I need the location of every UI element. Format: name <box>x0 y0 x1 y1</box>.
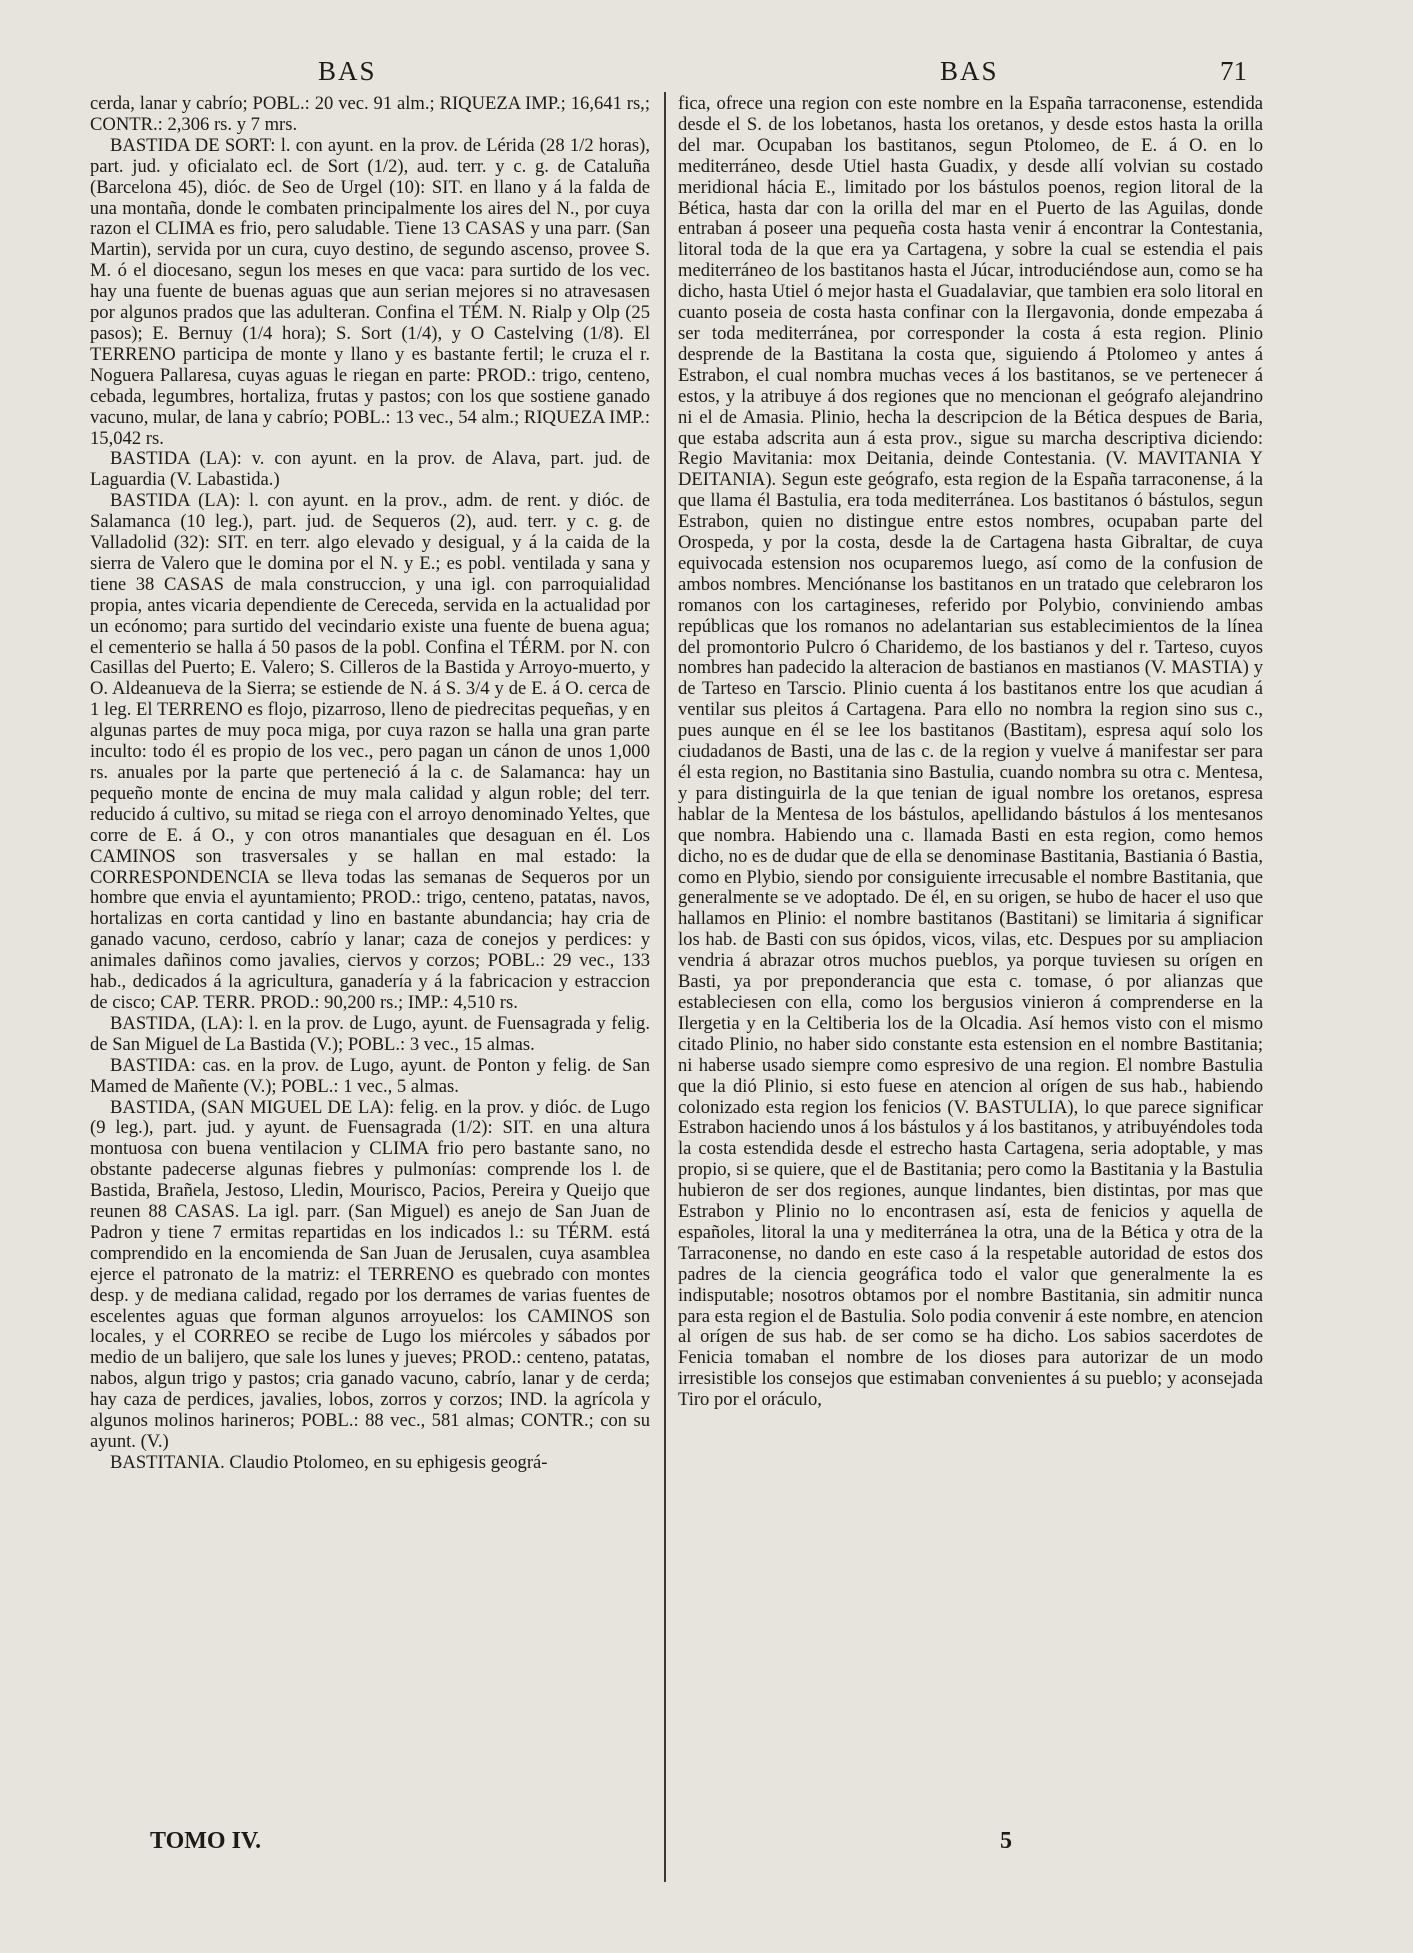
entry-paragraph: cerda, lanar y cabrío; POBL.: 20 vec. 91 alm.; RIQUEZA IMP.; 16,641 rs,; CONTR.: 2,306 rs. y 7 mrs. <box>90 93 650 135</box>
running-header-left: BAS <box>318 56 377 86</box>
column-divider <box>664 92 666 1882</box>
entry-paragraph: BASTITANIA. Claudio Ptolomeo, en su ephigesis geográ- <box>110 1451 548 1473</box>
entry-paragraph: fica, ofrece una region con este nombre en la España tarraconense, estendida desde el S. de los lobetanos, hasta los oretanos, y desde estos hasta la orilla del mar. Ocupaban los bastitanos, segun Ptolomeo, de E. á O. en lo mediterráneo, desde Utiel hasta Guadix, y desde allí volvian su costado meridional hácia E., limitado por los bástulos poenos, region litoral de la Bética, hasta dar con la orilla del mar en el Puerto de las Aguilas, donde entraban á poseer una pequeña costa hasta venir á encontrar la Contestania, litoral toda de la que era ya Cartagena, y sobre la cual se estendia el pais mediterráneo de los bastitanos hasta el Júcar, introduciéndose aun, como se ha dicho, hasta Utiel ó mejor hasta el Guadalaviar, que tambien era solo litoral en cuanto poseia de costa hasta confinar con la Ilergavonia, donde empezaba á ser toda mediterránea, por corresponder la costa á esta region. Plinio desprende de la Bastitana la costa que, siguiendo á Ptolomeo y antes á Estrabon, el cual nombra muchas veces á los bastitanos, se ve pertenecer á estos, y la atribuye á dos regiones que no mencionan el geógrafo alejandrino ni el de Amasia. Plinio, hecha la descripcion de la Bética despues de Baria, que estaba adscrita aun á esta prov., sigue su marcha descriptiva diciendo: Regio Mavitania: mox Deitania, deinde Contestania. (V. MAVITANIA Y DEITANIA). Segun este geógrafo, esta region de la España tarraconense, á la que llama él Bastulia, era toda mediterránea. Los bastitanos ó bástulos, segun Estrabon, quien no distingue entre estos nombres, ocupaban parte del Orospeda, y por la costa, desde la de Cartagena hasta Gibraltar, de cuya equivocada estension nos ocuparemos luego, así como de la confusion de ambos nombres. Menciónanse los bastitanos en un tratado que celebraron los romanos con los cartagineses, referido por Polybio, conviniendo ambas repúblicas que los romanos no adelantarian sus establecimientos de la línea del promontorio Pulcro ó Charidemo, de los bastianos y del r. Tarteso, cuyos nombres han padecido la alteracion de bastianos en mastianos (V. MASTIA) y de Tarteso en Tarscio. Plinio cuenta á los bastitanos entre los que acudian á ventilar sus pleitos á Cartagena. Para ello no nombra la region sino sus c., pues aunque en él se lee los bastitanos (Bastitam), espresa aquí solo los ciudadanos de Basti, una de las c. de la region y vuelve á manifestar ser para él esta region, no Bastitania sino Bastulia, cuando nombra su otra c. Mentesa, y para distinguirla de la que tenian de igual nombre los oretanos, espresa hablar de la Mentesa de los bástulos, apellidando bástulos á los mentesanos que nombra. Habiendo una c. llamada Basti en esta region, como hemos dicho, no es de dudar que de ella se denominase Bastitania, Bastiania ó Bastia, como en Plybio, siendo por consiguiente irrecusable el nombre Bastitania, que generalmente se ve adoptado. De él, en su origen, se hubo de hacer el uso que hallamos en Plinio: el nombre bastitanos (Bastitani) se limitaria á significar los hab. de Basti con sus ópidos, vicos, vilas, etc. Despues por su ampliacion vendria á abrazar otros muchos pueblos, ya porque tuviesen su orígen en Basti, ya por preponderancia que esta c. tomase, ó por alianzas que estableciesen con ella, como los bergusios vinieron á comprenderse en la Ilergetia y en la Celtiberia los de la Olcadia. Así hemos visto con el mismo citado Plinio, no haber sido constante esta estension en el nombre Bastitania; ni haberse usado siempre como espresivo de una region. El nombre Bastulia que la dió Plinio, si esto fuese en atencion al orígen de sus hab., habiendo colonizado esta region los fenicios (V. BASTULIA), lo que parece significar Estrabon haciendo unos á los bástulos y á los bastitanos, y atribuyéndoles toda la costa estendida desde el estrecho hasta Cartagena, seria adoptable, y mas propio, si se quiere, que el de Bastitania; pero como la Bastitania y la Bastulia hubieron de ser dos regiones, aunque lindantes, bien distintas, por mas que Estrabon y Plinio no lo encontrasen así, esta de fenicios y aquella de españoles, litoral la una y mediterránea la otra, una de la Bética y otra de la Tarraconense, no dando en este caso á la respetable autoridad de estos dos padres de la ciencia geográfica todo el valor que generalmente la es indisputable; nosotros obtamos por el nombre Bastitania, sin admitir nunca para esta region el de Bastulia. Solo podia convenir á este nombre, en atencion al orígen de sus hab. de ser como se ha dicho. Los sabios sacerdotes de Fenicia tomaban el nombre de los dioses para autorizar de un modo irresistible los consejos que estimaban convenientes á su pueblo; y aconsejada Tiro por el oráculo, <box>678 93 1263 1411</box>
signature-mark: 5 <box>1000 1828 1012 1854</box>
running-header-right: BAS <box>940 56 999 86</box>
left-column <box>90 94 650 1474</box>
entry-paragraph: BASTIDA: cas. en la prov. de Lugo, ayunt. de Ponton y felig. de San Mamed de Mañente (V.); POBL.: 1 vec., 5 almas. <box>90 1054 650 1097</box>
entry-paragraph: BASTIDA (LA): v. con ayunt. en la prov. de Alava, part. jud. de Laguardia (V. Labastida.) <box>90 448 650 491</box>
entry-paragraph: BASTIDA (LA): l. con ayunt. en la prov., adm. de rent. y dióc. de Salamanca (10 leg.), part. jud. de Sequeros (2), aud. terr. y c. g. de Valladolid (32): SIT. en terr. algo elevado y desigual, y á la caida de la sierra de Valero que le domina por el N. y E.; es pobl. ventilada y sana y tiene 38 CASAS de mala construccion, y una igl. con parroquialidad propia, antes vicaria dependiente de Cereceda, servida en la actualidad por un ecónomo; para surtido del vecindario existe una fuente de buena agua; el cementerio se halla á 50 pasos de la pobl. Confina el TÉRM. por N. con Casillas del Puerto; E. Valero; S. Cilleros de la Bastida y Arroyo-muerto, y O. Aldeanueva de la Sierra; se estiende de N. á S. 3/4 y de E. á O. cerca de 1 leg. El TERRENO es flojo, pizarroso, lleno de piedrecitas pequeñas, y en algunas partes de muy poca miga, por cuya razon se halla una gran parte inculto: todo él es propio de los vec., pero pagan un cánon de unos 1,000 rs. anuales por la parte que perteneció á la c. de Salamanca: hay un pequeño monte de encina de muy mala calidad y algun roble; del terr. reducido á cultivo, su mitad se riega con el arroyo denominado Yeltes, que corre de E. á O., y con otros manantiales que desaguan en él. Los CAMINOS son trasversales y se hallan en mal estado: la CORRESPONDENCIA se lleva todas las semanas de Sequeros por un hombre que envia el ayuntamiento; PROD.: trigo, centeno, patatas, navos, hortalizas en corta cantidad y lino en bastante abundancia; hay cria de ganado vacuno, cerdoso, cabrío y lanar; caza de conejos y perdices: y animales dañinos como javalies, ciervos y corzos; POBL.: 29 vec., 133 hab., dedicados á la agricultura, ganadería y á la fabricacion y estraccion de cisco; CAP. TERR. PROD.: 90,200 rs.; IMP.: 4,510 rs. <box>90 490 650 1013</box>
entry-paragraph: BASTIDA DE SORT: l. con ayunt. en la prov. de Lérida (28 1/2 horas), part. jud. y oficialato ecl. de Sort (1/2), aud. terr. y c. g. de Cataluña (Barcelona 45), dióc. de Seo de Urgel (10): SIT. en llano y á la falda de una montaña, donde le combaten principalmente los aires del N., por cuya razon el CLIMA es frio, pero saludable. Tiene 13 CASAS y una parr. (San Martin), servida por un cura, cuyo destino, de segundo ascenso, provee S. M. ó el diocesano, segun los meses en que vaca: para surtido de los vec. hay una fuente de buenas aguas que aun serian mejores si no atravesasen por algunos prados que las adulteran. Confina el TÉM. N. Rialp y Olp (25 pasos); E. Bernuy (1/4 hora); S. Sort (1/4), y O Castelving (1/8). El TERRENO participa de monte y llano y es bastante fertil; le cruza el r. Noguera Pallaresa, cuyas aguas le riegan en parte: PROD.: trigo, centeno, cebada, legumbres, hortaliza, frutas y pastos; con los que sostiene ganado vacuno, mular, de lana y cabrío; POBL.: 13 vec., 54 alm.; RIQUEZA IMP.: 15,042 rs. <box>90 134 650 449</box>
page-number: 71 <box>1220 56 1247 86</box>
entry-paragraph: BASTIDA, (SAN MIGUEL DE LA): felig. en la prov. y dióc. de Lugo (9 leg.), part. jud. y ayunt. de Fuensagrada (1/2): SIT. en una altura montuosa con buena ventilacion y CLIMA frio pero bastante sano, no obstante padecerse algunas fiebres y pulmonías: comprende los l. de Bastida, Brañela, Jestoso, Lledin, Mourisco, Pacios, Pereira y Queijo que reunen 88 CASAS. La igl. parr. (San Miguel) es anejo de San Juan de Padron y tiene 7 ermitas repartidas en los indicados l.: su TÉRM. está comprendido en la encomienda de San Juan de Jerusalen, cuya asamblea ejerce el patronato de la matriz: el TERRENO es quebrado con montes desp. y de mediana calidad, regado por los derrames de varias fuentes de escelentes aguas que forman algunos arroyuelos: los CAMINOS son locales, y el CORREO se recibe de Lugo los miércoles y sábados por medio de un balijero, que sale los lunes y jueves; PROD.: centeno, patatas, nabos, algun trigo y pastos; cria ganado vacuno, cabrío, lanar y de cerda; hay caza de perdices, javalies, lobos, zorros y corzos; IND. la agrícola y algunos molinos harineros; POBL.: 88 vec., 581 almas; CONTR.; con su ayunt. (V.) <box>90 1096 650 1452</box>
volume-label: TOMO IV. <box>150 1828 262 1854</box>
right-column <box>678 94 1263 1411</box>
entry-paragraph: BASTIDA, (LA): l. en la prov. de Lugo, ayunt. de Fuensagrada y felig. de San Miguel de La Bastida (V.); POBL.: 3 vec., 15 almas. <box>90 1012 650 1055</box>
